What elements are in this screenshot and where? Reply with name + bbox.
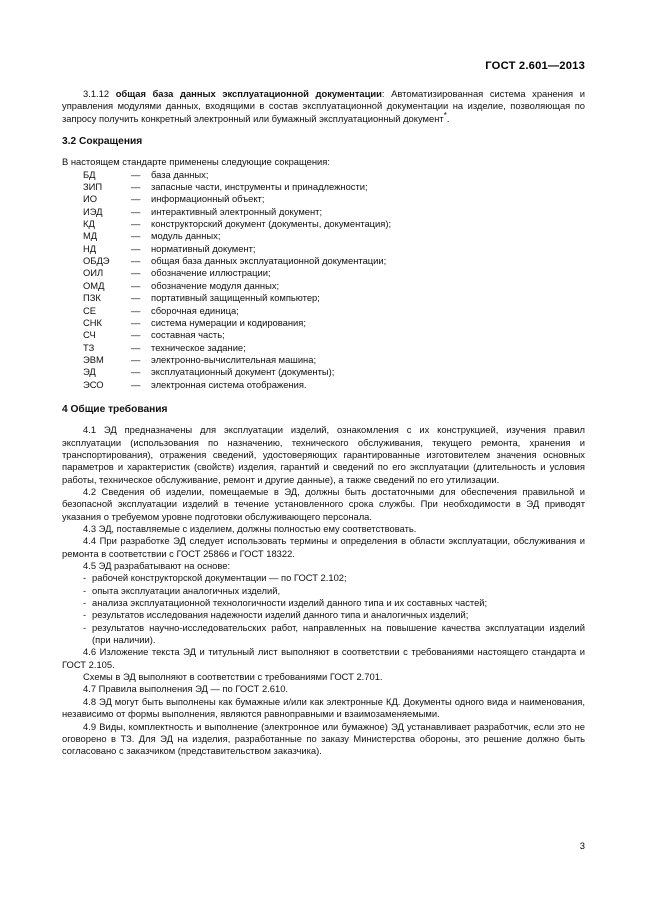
clause-3-1-12-period: . — [446, 112, 450, 124]
clause-3-1-12-separator: : — [381, 88, 385, 99]
abbr-dash: — — [131, 181, 141, 193]
clause-4-3: 4.3 ЭД, поставляемые с изделием, должны полностью ему соответствовать. — [83, 523, 417, 534]
abbreviations-table — [62, 169, 391, 391]
abbr-key: КД — [83, 218, 95, 230]
footnote-marker: * — [443, 110, 447, 120]
page-header-standard-number: ГОСТ 2.601—2013 — [485, 60, 585, 72]
abbr-value: интерактивный электронный документ; — [151, 205, 323, 217]
abbr-value: эксплуатационный документ (документы); — [151, 366, 335, 378]
abbr-dash: — — [131, 267, 141, 279]
abbr-key: ТЗ — [83, 341, 95, 353]
table-row — [62, 255, 391, 267]
clause-3-1-12-definition: Автоматизированная система хранения и управления модулями данных, входящими в состав эксплуатационной документации на изделие, позволяющая по запросу получить конкретный электронный или бумажный эксплуатационный документ — [62, 88, 585, 124]
table-row — [62, 366, 391, 378]
abbr-dash: — — [131, 255, 141, 267]
dash-bullet: - — [83, 621, 87, 633]
abbr-dash: — — [131, 230, 141, 242]
abbr-key: ИЭД — [83, 205, 103, 217]
abbr-key: СЕ — [83, 304, 97, 316]
heading-4: 4 Общие требования — [62, 403, 168, 415]
list-item-text: опыта эксплуатации аналогичных изделий, — [92, 584, 281, 596]
abbr-key: СНК — [83, 316, 103, 328]
abbr-value: составная часть; — [151, 329, 225, 341]
list-item — [62, 622, 585, 647]
table-row — [62, 317, 391, 329]
abbr-key: МД — [83, 230, 98, 242]
clause-4-6: 4.6 Изложение текста ЭД и титульный лист выполняют в соответствии с требованиями настоящего стандарта и ГОСТ 2.105. — [62, 646, 585, 670]
table-row — [62, 206, 391, 218]
abbr-dash: — — [131, 329, 141, 341]
table-row — [62, 267, 391, 279]
abbr-dash: — — [131, 193, 141, 205]
abbr-dash: — — [131, 242, 141, 254]
clause-3-1-12-term: общая база данных эксплуатационной документации — [115, 88, 382, 99]
abbr-key: БД — [83, 168, 96, 180]
abbr-dash: — — [131, 218, 141, 230]
dash-bullet: - — [83, 597, 87, 609]
table-row — [62, 292, 391, 304]
table-row — [62, 193, 391, 205]
abbr-key: ОБДЭ — [83, 255, 110, 267]
abbreviations-intro: В настоящем стандарте применены следующие сокращения: — [62, 156, 330, 168]
abbr-dash: — — [131, 341, 141, 353]
dash-bullet: - — [83, 609, 87, 621]
clause-4-7: 4.7 Правила выполнения ЭД — по ГОСТ 2.610. — [83, 683, 289, 695]
abbr-dash: — — [131, 279, 141, 291]
abbr-value: нормативный документ; — [151, 242, 256, 254]
table-row — [62, 354, 391, 366]
list-item — [62, 572, 585, 584]
abbr-value: база данных; — [151, 168, 209, 180]
abbr-key: ОМД — [83, 279, 105, 291]
abbr-value: обозначение иллюстрации; — [151, 267, 271, 279]
table-row — [62, 305, 391, 317]
abbr-value: конструкторский документ (документы, документация); — [151, 218, 392, 230]
abbr-value: электронно-вычислительная машина; — [151, 353, 317, 365]
abbr-key: ПЗК — [83, 292, 101, 304]
abbr-dash: — — [131, 205, 141, 217]
abbr-dash: — — [131, 378, 141, 390]
clause-4-5-intro: 4.5 ЭД разрабатывают на основе: — [83, 560, 231, 572]
abbr-value: техническое задание; — [151, 341, 246, 353]
abbr-dash: — — [131, 353, 141, 365]
abbr-key: НД — [83, 242, 97, 254]
abbr-value: сборочная единица; — [151, 304, 239, 316]
page-content — [62, 88, 585, 758]
abbr-value: система нумерации и кодирования; — [151, 316, 306, 328]
abbr-dash: — — [131, 316, 141, 328]
abbr-value: модуль данных; — [151, 230, 221, 242]
abbr-dash: — — [131, 292, 141, 304]
dash-bullet: - — [83, 572, 87, 584]
abbr-key: ЗИП — [83, 181, 103, 193]
clause-4-6-note: Схемы в ЭД выполняют в соответствии с требованиями ГОСТ 2.701. — [83, 671, 383, 683]
clause-4-2: 4.2 Сведения об изделии, помещаемые в ЭД, должны быть достаточными для обеспечения правильной и безопасной эксплуатации изделий в течение установленного срока службы. При необходимости в ЭД приводят указания о требуемом уровне подготовки обслуживающего персонала. — [62, 485, 585, 522]
abbreviations-table-body — [62, 169, 391, 391]
clause-4-8: 4.8 ЭД могут быть выполнены как бумажные и/или как электронные КД. Документы одного вида и наименования, независимо от формы выполнения, являются равноправными и взаимозаменяемыми. — [62, 695, 585, 720]
clause-4-9: 4.9 Виды, комплектность и выполнение (электронное или бумажное) ЭД устанавливает разработчик, если это не оговорено в ТЗ. Для ЭД на изделия, разработанные по заказу Министерства обороны, это решение должно быть согласовано с заказчиком (представительством заказчика). — [62, 720, 585, 757]
table-row — [62, 181, 391, 193]
abbr-key: ЭСО — [83, 378, 104, 390]
abbr-value: общая база данных эксплуатационной документации; — [151, 255, 387, 267]
table-row — [62, 342, 391, 354]
clause-3-1-12 — [62, 88, 585, 125]
clause-4-5-list — [62, 572, 585, 646]
abbr-dash: — — [131, 168, 141, 180]
abbr-key: ЭВМ — [83, 353, 104, 365]
heading-3-2: 3.2 Сокращения — [62, 136, 143, 148]
abbr-value: обозначение модуля данных; — [151, 279, 280, 291]
list-item-text: результатов научно-исследовательских работ, направленных на повышение качества эксплуатации изделий (при наличии). — [92, 621, 585, 646]
list-item-text: рабочей конструкторской документации — по ГОСТ 2.102; — [92, 572, 347, 584]
list-item-text: анализа эксплуатационной технологичности изделий данного типа и их составных частей; — [92, 597, 488, 609]
abbr-key: ОИЛ — [83, 267, 104, 279]
table-row — [62, 230, 391, 242]
abbr-key: ЭД — [83, 366, 96, 378]
abbr-value: информационный объект; — [151, 193, 265, 205]
clause-4-4: 4.4 При разработке ЭД следует использовать термины и определения в области эксплуатации, обслуживания и ремонта в соответствии с ГОСТ 25866 и ГОСТ 18322. — [62, 535, 585, 559]
list-item — [62, 609, 585, 621]
abbr-dash: — — [131, 366, 141, 378]
list-item — [62, 585, 585, 597]
clause-4-1: 4.1 ЭД предназначены для эксплуатации изделий, ознакомления с их конструкцией, изучения правил эксплуатации (использования по назначению, технического обслуживания, текущего ремонта, хранения и транспортирования), отражения сведений, удостоверяющих гарантированные изготовителем значения основных параметров и характеристик (свойств) изделия, гарантий и сведений по его эксплуатации (длительность и условия работы, техническое обслуживание, ремонт и другие данные), а также сведений по его утилизации. — [62, 424, 585, 485]
table-row — [62, 280, 391, 292]
table-row — [62, 218, 391, 230]
table-row — [62, 169, 391, 181]
list-item-text: результатов исследования надежности изделий данного типа и аналогичных изделий; — [92, 609, 469, 621]
page-number: 3 — [579, 840, 585, 851]
abbr-dash: — — [131, 304, 141, 316]
abbr-value: портативный защищенный компьютер; — [151, 292, 320, 304]
dash-bullet: - — [83, 584, 87, 596]
list-item — [62, 597, 585, 609]
abbr-key: СЧ — [83, 329, 96, 341]
table-row — [62, 329, 391, 341]
abbr-key: ИО — [83, 193, 98, 205]
table-row — [62, 243, 391, 255]
table-row — [62, 379, 391, 391]
clause-3-1-12-number: 3.1.12 — [83, 88, 110, 99]
abbr-value: электронная система отображения. — [151, 378, 307, 390]
abbr-value: запасные части, инструменты и принадлежности; — [151, 181, 368, 193]
